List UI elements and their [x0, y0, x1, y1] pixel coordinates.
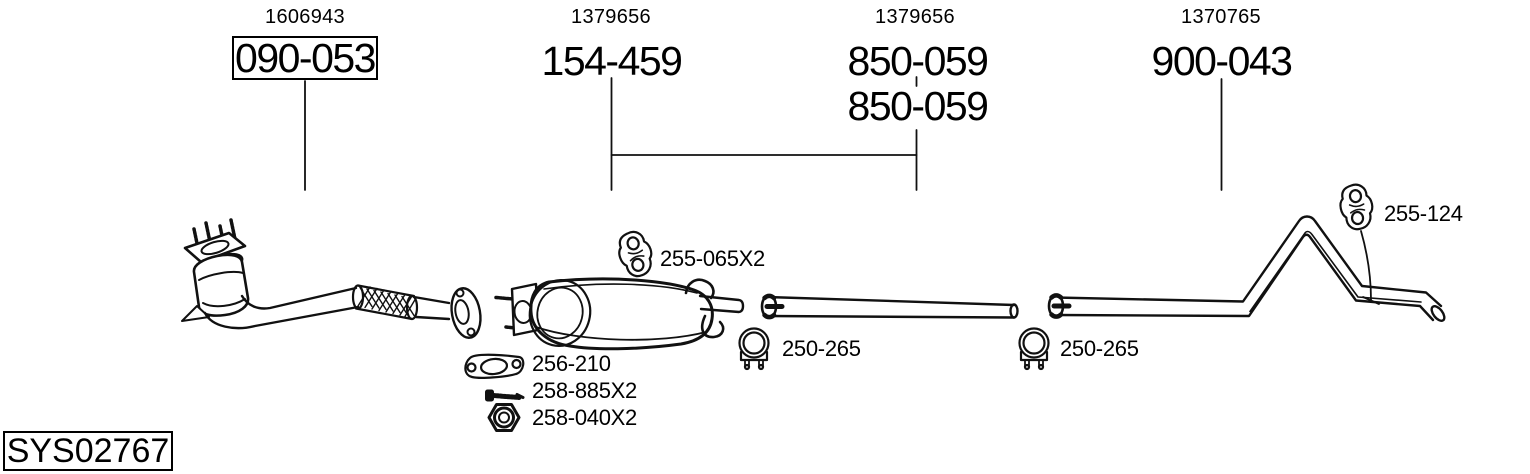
callout-label: 256-210 [532, 351, 611, 376]
ref-number-label: 1370765 [1181, 6, 1261, 28]
system-code-box [3, 431, 173, 471]
callout-label: 258-040X2 [532, 405, 637, 430]
callout-label: 255-124 [1384, 201, 1463, 226]
front-pipe-flange-drawing [448, 286, 484, 340]
clamp-icon [1020, 329, 1049, 370]
ref-number-label: 1379656 [875, 6, 955, 28]
flex-pipe-drawing [353, 286, 449, 320]
gasket-icon [465, 355, 523, 378]
ref-number-label: 1379656 [571, 6, 651, 28]
center-muffler-drawing [496, 274, 743, 353]
part-number-label: 154-459 [541, 38, 682, 84]
part-number-label: 850-059 [847, 83, 988, 129]
callout-label: 255-065X2 [660, 246, 765, 271]
rubber-hanger-icon [1338, 183, 1375, 231]
callout-label: 258-885X2 [532, 378, 637, 403]
bolt-icon [486, 391, 523, 401]
catalytic-converter-drawing [182, 220, 358, 328]
ref-number-label: 1606943 [265, 6, 345, 28]
part-number-box [232, 36, 378, 80]
system-code-label: SYS02767 [6, 431, 170, 470]
part-number-label: 850-059 [847, 38, 988, 84]
callout-label: 250-265 [782, 336, 861, 361]
part-number-label: 090-053 [235, 34, 375, 81]
callout-label: 250-265 [1060, 336, 1139, 361]
part-number-label: 900-043 [1151, 38, 1292, 84]
nut-icon [489, 405, 519, 431]
clamp-icon [740, 329, 769, 370]
center-pipe-drawing [762, 296, 1018, 318]
leader-lines [305, 77, 1379, 304]
tail-pipe-drawing [1049, 217, 1447, 323]
rubber-hanger-icon [614, 228, 656, 279]
pipe-socket-end [762, 296, 782, 318]
